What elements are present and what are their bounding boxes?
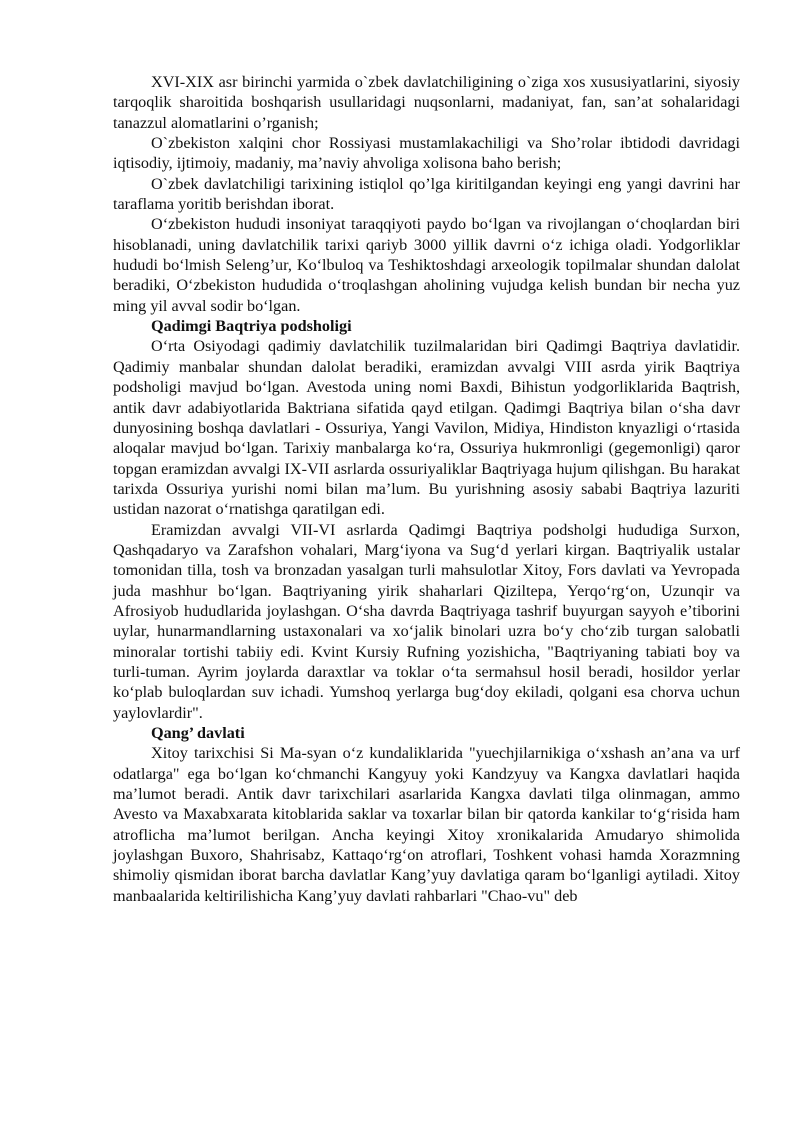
paragraph-goals-independence: O`zbek davlatchiligi tarixining istiqlol qo’lga kiritilgandan keyingi eng yangi davrini har taraflama yoritib berishdan iborat. (113, 174, 740, 214)
paragraph-goals-xvi-xix: XVI-XIX asr birinchi yarmida o`zbek davlatchiligining o`ziga xos xususiyatlarini, siyosiy tarqoqlik sharoitida boshqarish usullaridagi nuqsonlarni, madaniyat, fan, san’at sohalaridagi tanazzul alomatlarini o’rganish; (113, 73, 740, 132)
paragraph-kang-state: Xitoy tarixchisi Si Ma-syan o‘z kundaliklarida "yuechjilarnikiga o‘xshash an’ana va urf odatlarga" ega bo‘lgan ko‘chmanchi Kangyuy yoki Kandzyuy va Kangxa davlatlari haqida ma’lumot beradi. Antik davr tarixchilari asarlarida Kangxa davlati tilga olinmagan, ammo Avesto va Maxabxarata kitoblarida saklar va toxarlar bilan bir qatorda kankilar to‘g‘risida ham atroflicha ma’lumot berilgan. Ancha keyingi Xitoy xronikalarida Amudaryo shimolida joylashgan Buxoro, Shahrisabz, Kattaqo‘rg‘on atroflari, Toshkent vohasi hamda Xorazmning shimoliy qismidan iborat barcha davlatlar Kang’yuy davlatiga qaram bo‘lganligi aytiladi. Xitoy manbaalarida keltirilishicha Kang’yuy davlati rahbarlari "Chao-vu" deb (113, 744, 740, 905)
paragraph-uzbekistan-territory: O‘zbekiston hududi insoniyat taraqqiyoti paydo bo‘lgan va rivojlangan o‘choqlardan biri hisoblanadi, uning davlatchilik tarixi qariyb 3000 yillik davrni o‘z ichiga oladi. Yodgorliklar hududi bo‘lmish Seleng’ur, Ko‘lbuloq va Teshiktoshdagi arxeologik topilmalar shundan dalolat beradiki, O‘zbekiston hududida o‘troqlashgan aholining vujudga kelish bundan bir necha yuz ming yil avval sodir bo‘lgan. (113, 215, 740, 315)
paragraph-bactria-territory: Eramizdan avvalgi VII-VI asrlarda Qadimgi Baqtriya podsholgi hududiga Surxon, Qashqadaryo va Zarafshon vohalari, Marg‘iyona va Sug‘d yerlari kirgan. Baqtriyalik ustalar tomonidan tilla, tosh va bronzadan yasalgan turli mahsulotlar Xitoy, Fors davlati va Yevropada juda mashhur bo‘lgan. Baqtriyaning yirik shaharlari Qiziltepa, Yerqo‘rg‘on, Uzunqir va Afrosiyob hududlarida joylashgan. O‘sha davrda Baqtriyaga tashrif buyurgan sayyoh e’tiborini uylar, hunarmandlarning ustaxonalari va xo‘jalik binolari uzra bo‘y cho‘zib turgan salobatli minoralar tortishi tabiiy edi. Kvint Kursiy Rufning yozishicha, "Baqtriyaning tabiati boy va turli-tuman. Ayrim joylarda daraxtlar va toklar o‘ta sermahsul hosil beradi, hosildor yerlar ko‘plab buloqlardan suv ichadi. Yumshoq yerlarga bug‘doy ekiladi, qolgani esa chorva uchun yaylovlardir". (113, 520, 740, 722)
paragraph-goals-soviet-era: O`zbekiston xalqini chor Rossiyasi mustamlakachiligi va Sho’rolar ibtidodi davridagi iqtisodiy, ijtimoiy, madaniy, ma’naviy ahvoliga xolisona baho berish; (113, 134, 740, 173)
document-page (113, 72, 740, 906)
heading-ancient-bactria: Qadimgi Baqtriya podsholigi (151, 317, 352, 336)
paragraph-bactria-state: O‘rta Osiyodagi qadimiy davlatchilik tuzilmalaridan biri Qadimgi Baqtriya davlatidir. Qadimiy manbalar shundan dalolat beradiki, eramizdan avvalgi VIII asrda yirik Baqtriya podsholigi mavjud bo‘lgan. Avestoda uning nomi Baxdi, Bihistun yodgorliklarida Baqtrish, antik davr adabiyotlarida Baktriana sifatida qayd etilgan. Qadimgi Baqtriya bilan o‘sha davr dunyosining boshqa davlatlari - Ossuriya, Yangi Vavilon, Midiya, Hindiston knyazligi o‘rtasida aloqalar mavjud bo‘lgan. Tarixiy manbalarga ko‘ra, Ossuriya hukmronligi (gegemonligi) qaror topgan eramizdan avvalgi IX-VII asrlarda ossuriyaliklar Baqtriyaga hujum qilishgan. Bu harakat tarixda Ossuriya yurishi nomi bilan ma’lum. Bu yurishning asosiy sababi Baqtriya lazuriti ustidan nazorat o‘rnatishga qaratilgan edi. (113, 337, 740, 519)
heading-kang-state: Qang’ davlati (151, 724, 245, 742)
